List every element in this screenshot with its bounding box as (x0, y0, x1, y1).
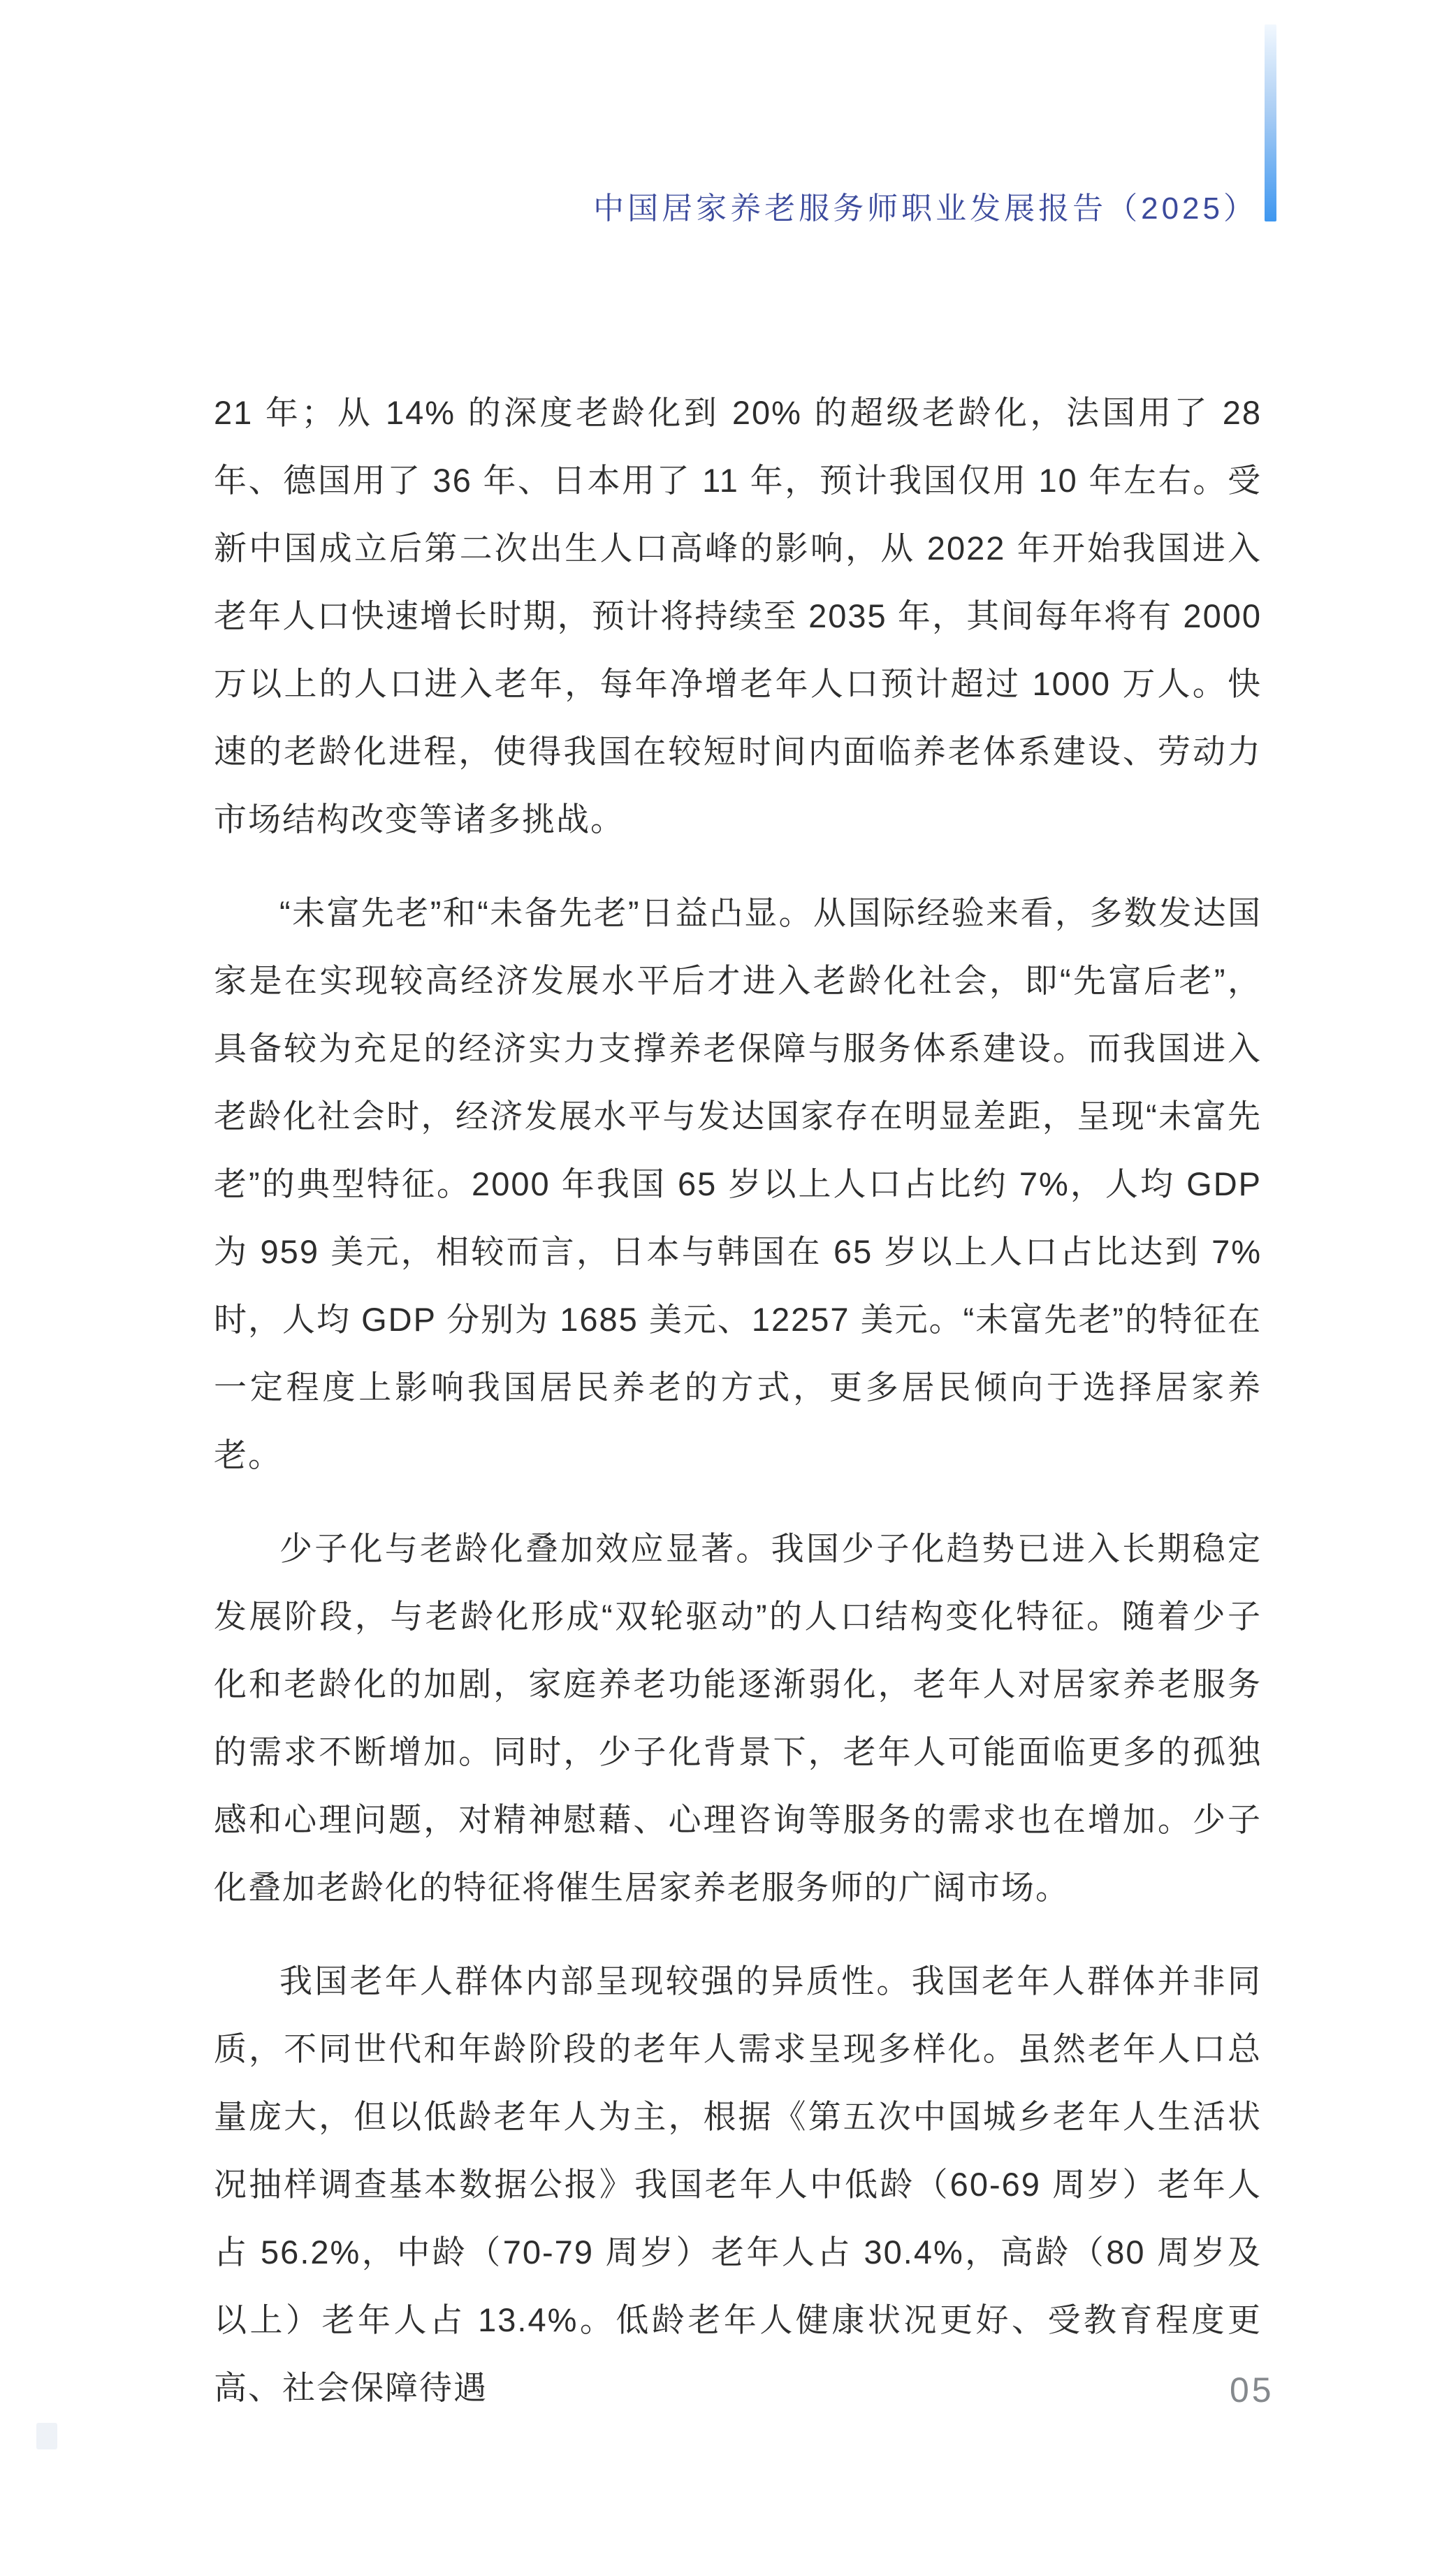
body-paragraph: “未富先老”和“未备先老”日益凸显。从国际经验来看，多数发达国家是在实现较高经济发展水平后才进入老龄化社会，即“先富后老”，具备较为充足的经济实力支撑养老保障与服务体系建设。而我国进入老龄化社会时，经济发展水平与发达国家存在明显差距，呈现“未富先老”的典型特征。2000 年我国 65 岁以上人口占比约 7%，人均 GDP 为 959 美元，相较而言，日本与韩国在 65 岁以上人口占比达到 7% 时，人均 GDP 分别为 1685 美元、12257 美元。“未富先老”的特征在一定程度上影响我国居民养老的方式，更多居民倾向于选择居家养老。 (214, 894, 1262, 1473)
report-header-title: 中国居家养老服务师职业发展报告（2025） (593, 191, 1258, 226)
corner-decoration (36, 2423, 57, 2449)
page-number: 05 (1230, 2370, 1274, 2410)
body-paragraph: 21 年；从 14% 的深度老龄化到 20% 的超级老龄化，法国用了 28 年、德国用了 36 年、日本用了 11 年，预计我国仅用 10 年左右。受新中国成立后第二次出生人口高峰的影响，从 2022 年开始我国进入老年人口快速增长时期，预计将持续至 2035 年，其间每年将有 2000 万以上的人口进入老年，每年净增老年人口预计超过 1000 万人。快速的老龄化进程，使得我国在较短时间内面临养老体系建设、劳动力市场结构改变等诸多挑战。 (214, 394, 1262, 838)
header-accent-bar (1265, 24, 1276, 221)
body-paragraph: 我国老年人群体内部呈现较强的异质性。我国老年人群体并非同质，不同世代和年龄阶段的老年人需求呈现多样化。虽然老年人口总量庞大，但以低龄老年人为主，根据《第五次中国城乡老年人生活状况抽样调查基本数据公报》我国老年人中低龄（60-69 周岁）老年人占 56.2%，中龄（70-79 周岁）老年人占 30.4%，高龄（80 周岁及以上）老年人占 13.4%。低龄老年人健康状况更好、受教育程度更高、社会保障待遇 (214, 1962, 1262, 2406)
body-content (214, 379, 1262, 2447)
body-paragraph: 少子化与老龄化叠加效应显著。我国少子化趋势已进入长期稳定发展阶段，与老龄化形成“双轮驱动”的人口结构变化特征。随着少子化和老龄化的加剧，家庭养老功能逐渐弱化，老年人对居家养老服务的需求不断增加。同时，少子化背景下，老年人可能面临更多的孤独感和心理问题，对精神慰藉、心理咨询等服务的需求也在增加。少子化叠加老龄化的特征将催生居家养老服务师的广阔市场。 (214, 1530, 1262, 1906)
